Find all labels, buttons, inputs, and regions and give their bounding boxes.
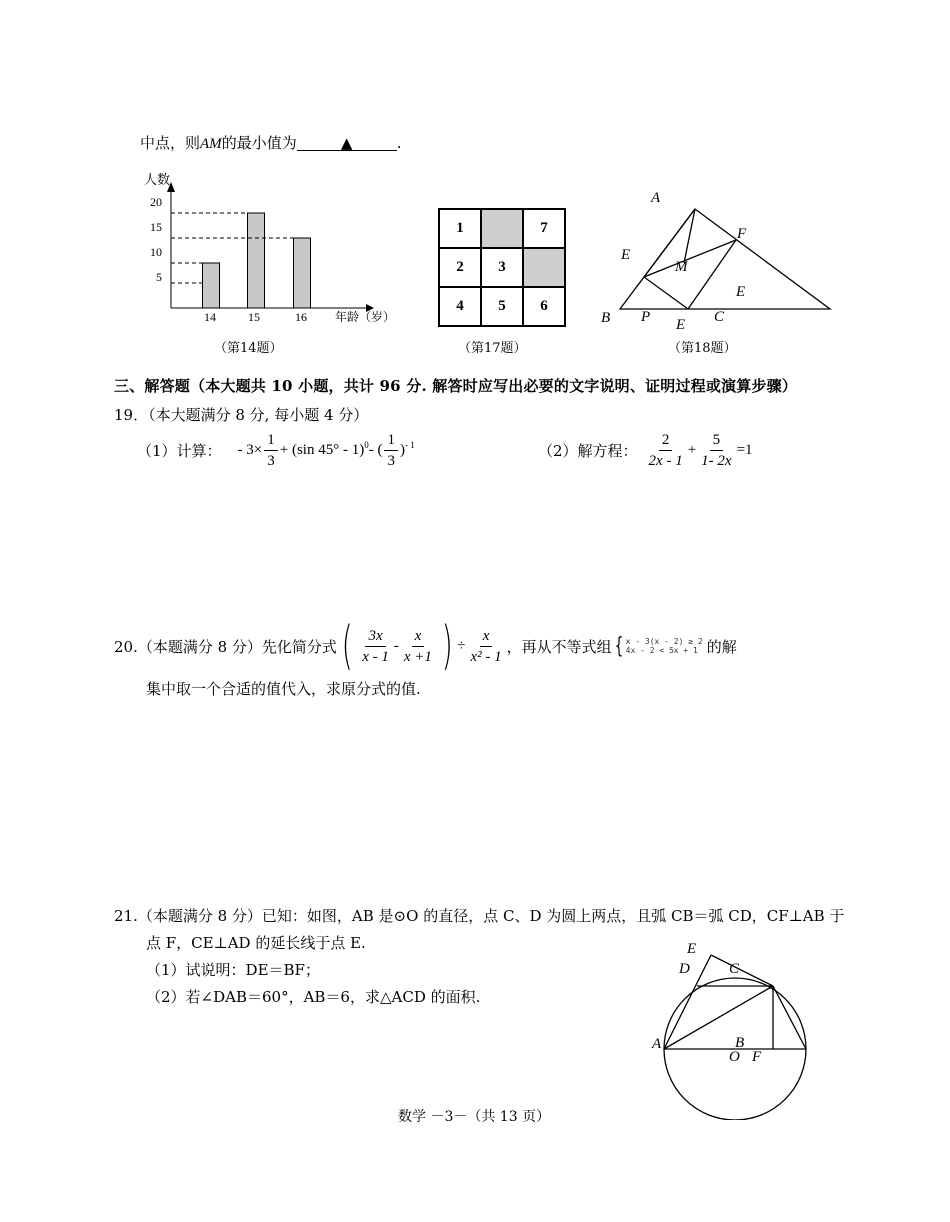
fraction: $\frac{3x}{x - 1}$ (362, 627, 389, 665)
label-a: A (651, 190, 661, 206)
q20-line1: 20.（本题满分 8 分）先化简分式 ( $\frac{3x}{x - 1}$ - $\frac{x}{x +1}$ ) ÷ $\frac{x}{\text{x² - 1}}$ ，再从不等式组 { x - 3(x - 2) ≥ 2 4x - 2 < 5x + 1 的解 (114, 616, 737, 676)
label-e: E (736, 284, 746, 300)
grid-cell: 5 (481, 287, 523, 326)
q20-line2: 集中取一个合适的值代入，求原分式的值. (146, 680, 421, 698)
fraction: $\frac{1}{3}$ (384, 430, 398, 471)
grid-cell-shaded (523, 248, 565, 287)
label-c: C (729, 961, 740, 977)
section-heading: 三、解答题（本大题共 10 小题，共计 96 分. 解答时应写出必要的文字说明、证明过程或演算步骤） (114, 377, 798, 395)
bar-age-15 (248, 213, 265, 308)
label-p: P (641, 309, 651, 325)
fig17-grid (438, 208, 566, 327)
fig14-caption: （第14题） (214, 341, 283, 356)
y-tick-label: 10 (150, 245, 162, 259)
triangle-abc (620, 209, 830, 309)
x-tick-label: 14 (204, 310, 216, 324)
grid-cell: 2 (439, 248, 481, 287)
fig21-circle-diagram (645, 935, 820, 1120)
line-ec (711, 955, 773, 986)
label-e: E (676, 317, 686, 333)
page-footer: 数学 －3－（共 13 页） (398, 1109, 551, 1125)
x-tick-label: 15 (248, 310, 260, 324)
grid-cell: 3 (481, 248, 523, 287)
fraction: $\frac{x}{\text{x² - 1}}$ (470, 627, 502, 665)
y-tick-label: 20 (150, 195, 162, 209)
y-tick-label: 5 (156, 270, 162, 284)
q19-part2: （2）解方程： $\frac{2}{2x - 1}$ + $\frac{5}{1- 2x}$ =1 (538, 432, 753, 469)
left-paren: ( (341, 616, 353, 676)
fraction: $\frac{1}{3}$ (264, 430, 278, 471)
fraction: $\frac{2}{2x - 1}$ (648, 432, 683, 469)
y-axis-label: 人数 (144, 172, 171, 187)
fig17-caption: （第17题） (458, 341, 527, 356)
grid-cell: 1 (439, 209, 481, 248)
q19-header: 19．（本大题满分 8 分, 每小题 4 分） (114, 406, 369, 424)
label-d: D (679, 961, 690, 977)
segment-ep (644, 277, 688, 309)
fig18-caption: （第18题） (668, 341, 737, 356)
inequality-system: x - 3(x - 2) ≥ 2 4x - 2 < 5x + 1 (625, 637, 703, 655)
label-f: F (737, 226, 747, 242)
grid-cell: 4 (439, 287, 481, 326)
answer-blank: ▲ (297, 136, 397, 151)
bar-age-14 (203, 263, 220, 308)
fraction: $\frac{x}{x +1}$ (403, 627, 432, 665)
right-paren: ) (441, 616, 453, 676)
label-b: B (601, 310, 611, 326)
label-m: M (675, 259, 688, 275)
y-tick-label: 15 (150, 220, 162, 234)
grid-cell: 6 (523, 287, 565, 326)
x-tick-label: 16 (295, 310, 307, 324)
label-f: F (752, 1049, 762, 1065)
fig14-bar-chart (128, 168, 418, 333)
label-e: E (621, 247, 631, 263)
bar-age-16 (294, 238, 311, 308)
grid-cell-shaded (481, 209, 523, 248)
q21-part1: （1）试说明：DE＝BF； (146, 961, 320, 979)
q21-line1: 21.（本题满分 8 分）已知：如图，AB 是⊙O 的直径，点 C、D 为圆上两点，且弧 CB＝弧 CD，CF⊥AB 于 (114, 907, 845, 925)
fig18-geometry (598, 185, 838, 335)
label-a: A (652, 1036, 662, 1052)
label-e: E (687, 941, 697, 957)
label-o: O (729, 1049, 740, 1065)
fraction: $\frac{5}{1- 2x}$ (701, 432, 732, 469)
q19-part1: （1）计算： - 3× $\frac{1}{3}$ + (sin 45° - 1) $^0$ - ( $\frac{1}{3}$ ) $^{- 1}$ (137, 432, 415, 469)
grid-cell: 7 (523, 209, 565, 248)
label-b: B (735, 1035, 745, 1051)
q21-part2: （2）若∠DAB＝60°，AB＝6，求△ACD 的面积. (146, 988, 481, 1006)
brace: { (614, 633, 623, 659)
q18-tail-line: 中点，则AM的最小值为 ▲ . (140, 134, 402, 152)
line-cb (773, 986, 806, 1049)
label-c: C (714, 309, 725, 325)
q21-line2: 点 F，CE⊥AD 的延长线于点 E. (146, 934, 366, 952)
x-axis-label: 年龄（岁） (335, 310, 396, 324)
